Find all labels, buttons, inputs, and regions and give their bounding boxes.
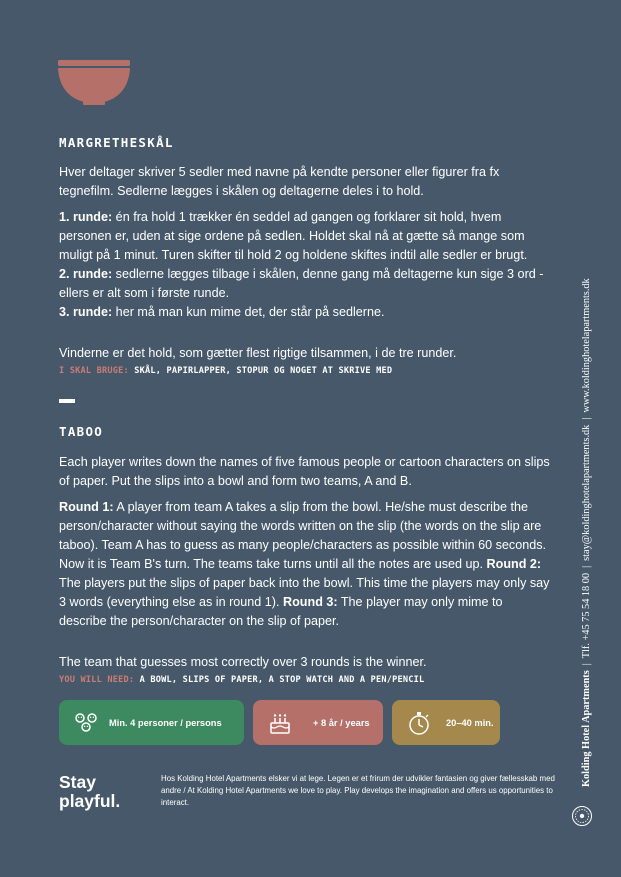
game2-intro: Each player writes down the names of five famous people or cartoon characters on slips of paper. Put the slips into a bowl and form two teams, A and B. [59, 455, 550, 488]
players-icon [71, 708, 101, 738]
game2-outro: The team that guesses most correctly over 3 rounds is the winner. [59, 655, 427, 669]
stopwatch-icon [404, 708, 434, 738]
sidebar-separator: | [581, 663, 592, 666]
players-badge [59, 700, 244, 745]
sidebar-brand: Kolding Hotel Apartments [581, 670, 592, 787]
game2-need-label: YOU WILL NEED: [59, 675, 135, 685]
hotel-logo-icon [571, 805, 593, 827]
game2-round2-label: Round 2: [486, 557, 542, 571]
game1-need-text: SKÅL, PAPIRLAPPER, STOPUR OG NOGET AT SKRIVE MED [128, 366, 393, 376]
slogan-line2: playful. [59, 791, 121, 811]
bowl-icon [57, 60, 131, 106]
sidebar-email[interactable]: stay@koldinghotelapartments.dk [581, 424, 592, 561]
age-badge-text: + 8 år / years [313, 717, 370, 728]
game2-need-text: A BOWL, SLIPS OF PAPER, A STOP WATCH AND A PEN/PENCIL [134, 675, 425, 685]
sidebar-website[interactable]: www.koldinghotelapartments.dk [581, 278, 592, 413]
birthday-cake-icon [265, 708, 295, 738]
game1-intro: Hver deltager skriver 5 sedler med navne på kendte personer eller figurer fra fx tegnefilm. Sedlerne lægges i skålen og deltagerne deles i to hold. [59, 165, 500, 198]
game2-rules [59, 498, 551, 631]
game2-title: TABOO [59, 424, 104, 439]
sidebar-contact [581, 278, 592, 787]
slogan-line1: Stay [59, 772, 96, 792]
sidebar-separator: | [581, 417, 592, 420]
game1-title: MARGRETHESKÅL [59, 135, 174, 150]
footer-blurb: Hos Kolding Hotel Apartments elsker vi at lege. Legen er et frirum der udvikler fantasien og giver fællesskab med andre / At Kolding Hotel Apartments we love to play. Play develops the imagination and offers us opportunities to interact. [161, 774, 555, 808]
game1-round2-text: sedlerne lægges tilbage i skålen, denne gang må deltagerne kun sige 3 ord - ellers er alt som i første runde. [59, 267, 544, 300]
players-badge-text: Min. 4 personer / persons [109, 717, 222, 728]
game2-round3-label: Round 3: [283, 595, 338, 609]
game1-round1-label: 1. runde: [59, 210, 113, 224]
game1-round1-text: én fra hold 1 trækker én seddel ad gangen og forklarer sit hold, hvem personen er, uden at sige ordene på sedlen. Holdet skal nå at gætte så mange som muligt på 1 minut. Turen skifter til hold 2 og holdene skiftes indtil alle sedler er brugt. [59, 210, 528, 262]
sidebar-phone: Tlf. +45 75 54 18 00 [581, 572, 592, 659]
game1-outro: Vinderne er det hold, som gætter flest rigtige tilsammen, i de tre runder. [59, 346, 457, 360]
game1-rules [59, 208, 551, 322]
sidebar-separator: | [581, 565, 592, 568]
age-badge [253, 700, 383, 745]
stay-playful-slogan [59, 773, 120, 811]
game2-need [59, 675, 559, 685]
section-divider [59, 399, 75, 403]
game1-round3-label: 3. runde: [59, 305, 113, 319]
time-badge-text: 20–40 min. [446, 717, 494, 728]
game2-round1-text: A player from team A takes a slip from the bowl. He/she must describe the person/character without saying the words written on the slip (the words on the slip are taboo). Team A has to guess as many people/characters as possible within 60 seconds. Now it is Team B's turn. The teams take turns until all the notes are used up. [59, 500, 547, 571]
game1-need-label: I SKAL BRUGE: [59, 366, 129, 376]
game1-need [59, 366, 559, 376]
game1-round3-text: her må man kun mime det, der står på sedlerne. [112, 305, 385, 319]
game2-round2-text: The players put the slips of paper back into the bowl. This time the players may only say 3 words (everything else as in round 1). [59, 576, 550, 609]
game2-round1-label: Round 1: [59, 500, 114, 514]
game2-round3-text: The player may only mime to describe the person/character on the slip of paper. [59, 595, 503, 628]
game1-round2-label: 2. runde: [59, 267, 113, 281]
time-badge [392, 700, 500, 745]
